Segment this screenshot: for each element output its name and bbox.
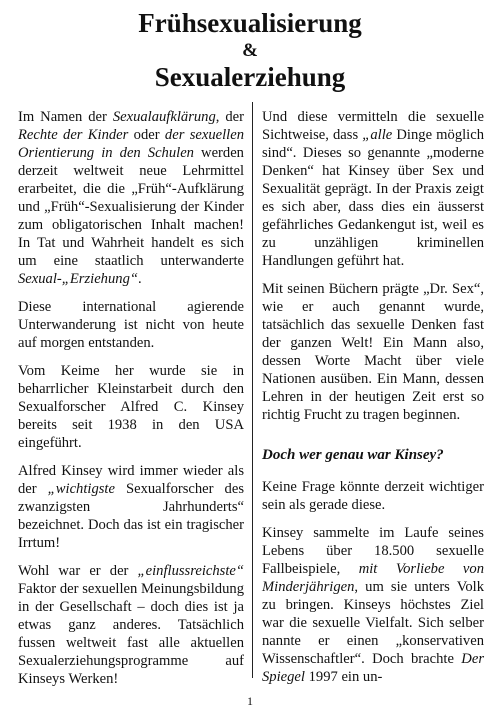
emphasis-text: mit Vorliebe von Minderjährigen xyxy=(262,561,484,595)
left-paragraph-5: Wohl war er der „einflussreichste“ Faktor der sexuellen Meinungsbildung in der Gesellschaft – doch dies ist ja etwas ganz anderes. Tatsächlich fussen weltweit fast alle aktuellen Sexualerziehungsprogramme auf Kinseys Werken! xyxy=(18,563,244,687)
title-line-1: Frühsexualisierung xyxy=(138,8,362,38)
right-paragraph-3: Keine Frage könnte derzeit wichtiger sein als gerade diese. xyxy=(262,479,484,513)
left-paragraph-4: Alfred Kinsey wird immer wieder als der „wichtigste Sexualforscher des zwanzigsten Jahrhunderts“ bezeichnet. Doch das ist ein tragischer Irrtum! xyxy=(18,463,244,551)
left-column xyxy=(18,108,244,698)
emphasis-text: Sexualaufklärung xyxy=(112,109,216,125)
left-paragraph-1: Im Namen der Sexualaufklärung, der Rechte der Kinder oder der sexuellen Orientierung in den Schulen werden derzeit weltweit neue Lehrmittel erarbeitet, die die „Früh“-Aufklärung und „Früh“-Sexualisierung der Kinder zum obligatorischen Inhalt machen! In Tat und Wahrheit handelt es sich um eine staatlich unterwanderte Sexual-„Erziehung“. xyxy=(18,109,244,287)
emphasis-text: „wichtigste xyxy=(47,481,115,497)
title-line-2: Sexualerziehung xyxy=(154,62,346,92)
left-paragraph-3: Vom Keime her wurde sie in beharrlicher Kleinstarbeit durch den Sexualforscher Alfred C. Kinsey bereits seit 1938 in den USA eingeführt. xyxy=(18,363,244,451)
emphasis-text: „alle xyxy=(362,127,393,143)
right-column xyxy=(262,108,484,696)
right-paragraph-2: Mit seinen Büchern prägte „Dr. Sex“, wie er auch genannt wurde, tatsächlich das sexuelle Denken fast der ganzen Welt! Ein Mann also, dessen Worte Macht über viele Nationen ausüben. Ein Mann, dessen Lehren in der heutigen Zeit erst so richtig Frucht zu tragen beginnen. xyxy=(262,281,484,423)
emphasis-text: Der Spiegel xyxy=(262,651,484,685)
right-paragraph-4: Kinsey sammelte im Laufe seines Lebens über 18.500 sexuelle Fallbeispiele, mit Vorliebe von Minderjährigen, um sie unters Volk zu bringen. Kinseys höchstes Ziel war die sexuelle Vielfalt. Sich selber nannte er einen „konservativen Wissenschaftler“. Doch brachte Der Spiegel 1997 ein un- xyxy=(262,525,484,685)
emphasis-text: „einflussreichste“ xyxy=(137,563,244,579)
column-divider xyxy=(252,102,253,678)
left-paragraph-2: Diese international agierende Unterwanderung ist nicht von heute auf morgen entstanden. xyxy=(18,299,244,351)
page-number: 1 xyxy=(247,694,253,708)
emphasis-text: der sexuellen Orientierung in den Schulen xyxy=(18,127,244,161)
title-ampersand: & xyxy=(242,40,258,61)
emphasis-text: Rechte der Kinder xyxy=(18,127,129,143)
section-heading: Doch wer genau war Kinsey? xyxy=(262,447,444,463)
emphasis-text: Sexual-„Erziehung“ xyxy=(18,271,138,287)
right-paragraph-1: Und diese vermitteln die sexuelle Sichtweise, dass „alle Dinge möglich sind“. Dieses so genannte „moderne Denken“ hat Kinsey über Sex und Sexualität geprägt. In der Praxis zeigt es sich aber, dass dies ein äusserst gefährliches Gedankengut ist, weil es zu unzähligen kriminellen Handlungen geführt hat. xyxy=(262,109,485,269)
